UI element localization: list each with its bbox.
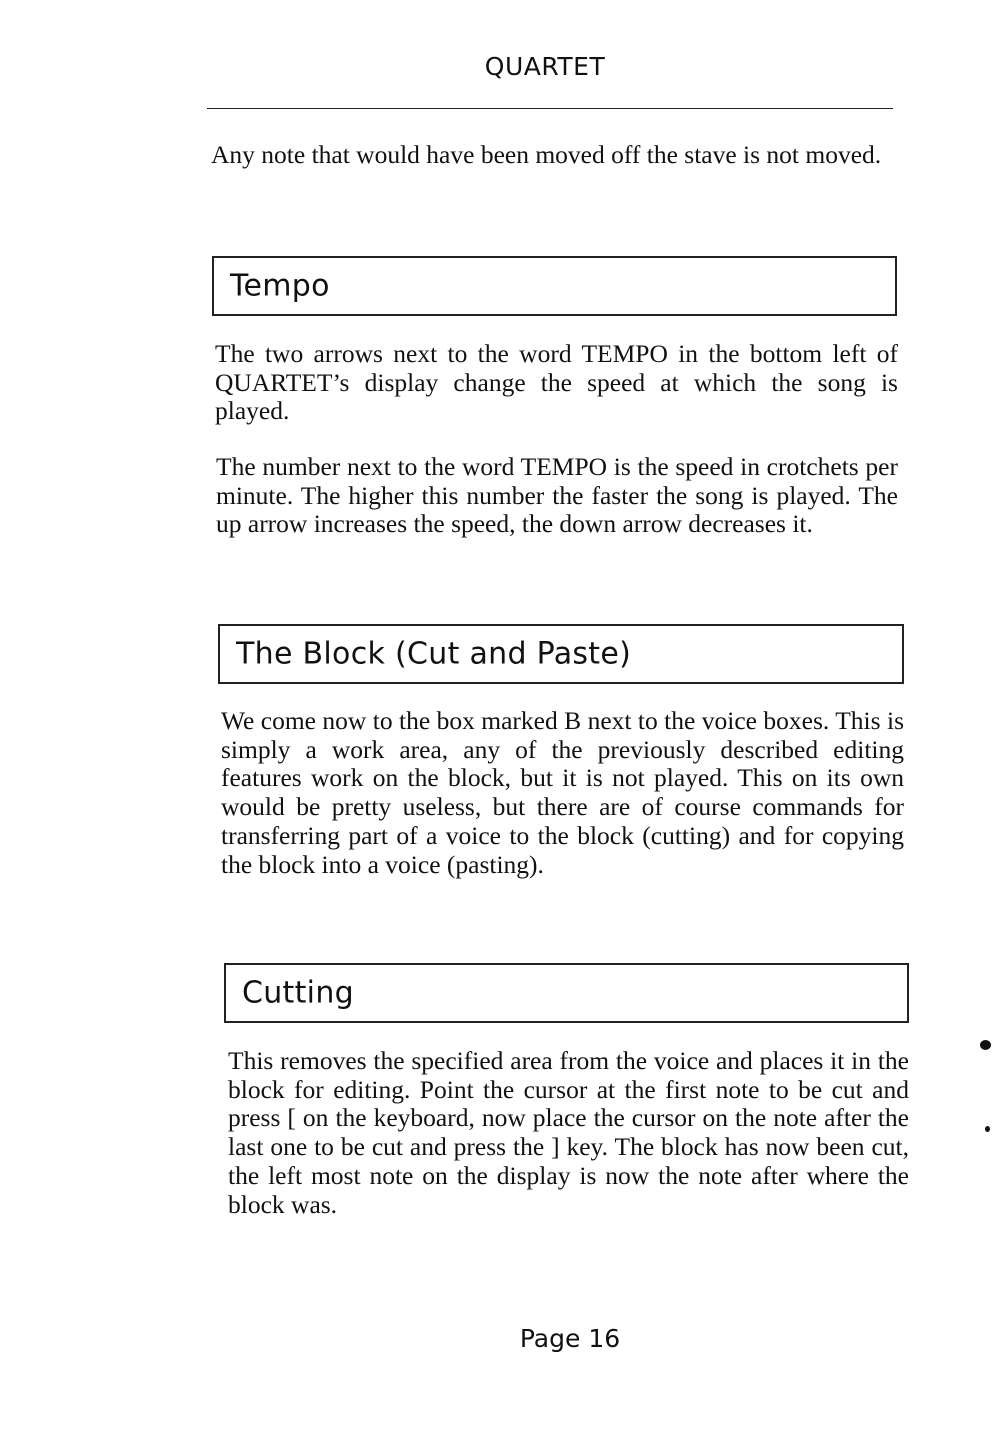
- running-title: QUARTET: [484, 52, 606, 81]
- section-heading-cutting-text: Cutting: [242, 975, 354, 1011]
- section-heading-tempo-text: Tempo: [230, 268, 330, 304]
- intro-paragraph: Any note that would have been moved off the stave is not moved.: [211, 140, 882, 169]
- scan-speck: [985, 1126, 990, 1132]
- block-paragraph: We come now to the box marked B next to the voice boxes. This is simply a work area, any of the previously described editing features work on the block, but it is not played. This on its own would be pretty useless, but there are of course commands for transferring part of a voice to the block (cutting) and for copying the block into a voice (pasting).: [221, 706, 904, 879]
- section-heading-cutting: [224, 963, 909, 1023]
- tempo-paragraph-1: The two arrows next to the word TEMPO in the bottom left of QUARTET’s display change the speed at which the song is played.: [215, 339, 898, 426]
- section-heading-tempo: [212, 256, 897, 316]
- scan-speck: [980, 1040, 991, 1050]
- cutting-paragraph: This removes the specified area from the voice and places it in the block for editing. Point the cursor at the first note to be cut and press [ on the keyboard, now place the cursor on the note after the last one to be cut and press the ] key. The block has now been cut, the left most note on the display is now the note after where the block was.: [228, 1046, 909, 1219]
- section-heading-block-text: The Block (Cut and Paste): [236, 636, 632, 672]
- section-heading-block: [218, 624, 904, 684]
- tempo-paragraph-2: The number next to the word TEMPO is the speed in crotchets per minute. The higher this number the faster the song is played. The up arrow increases the speed, the down arrow decreases it.: [216, 452, 898, 539]
- header-rule: [207, 108, 893, 109]
- page-number: Page 16: [519, 1324, 621, 1353]
